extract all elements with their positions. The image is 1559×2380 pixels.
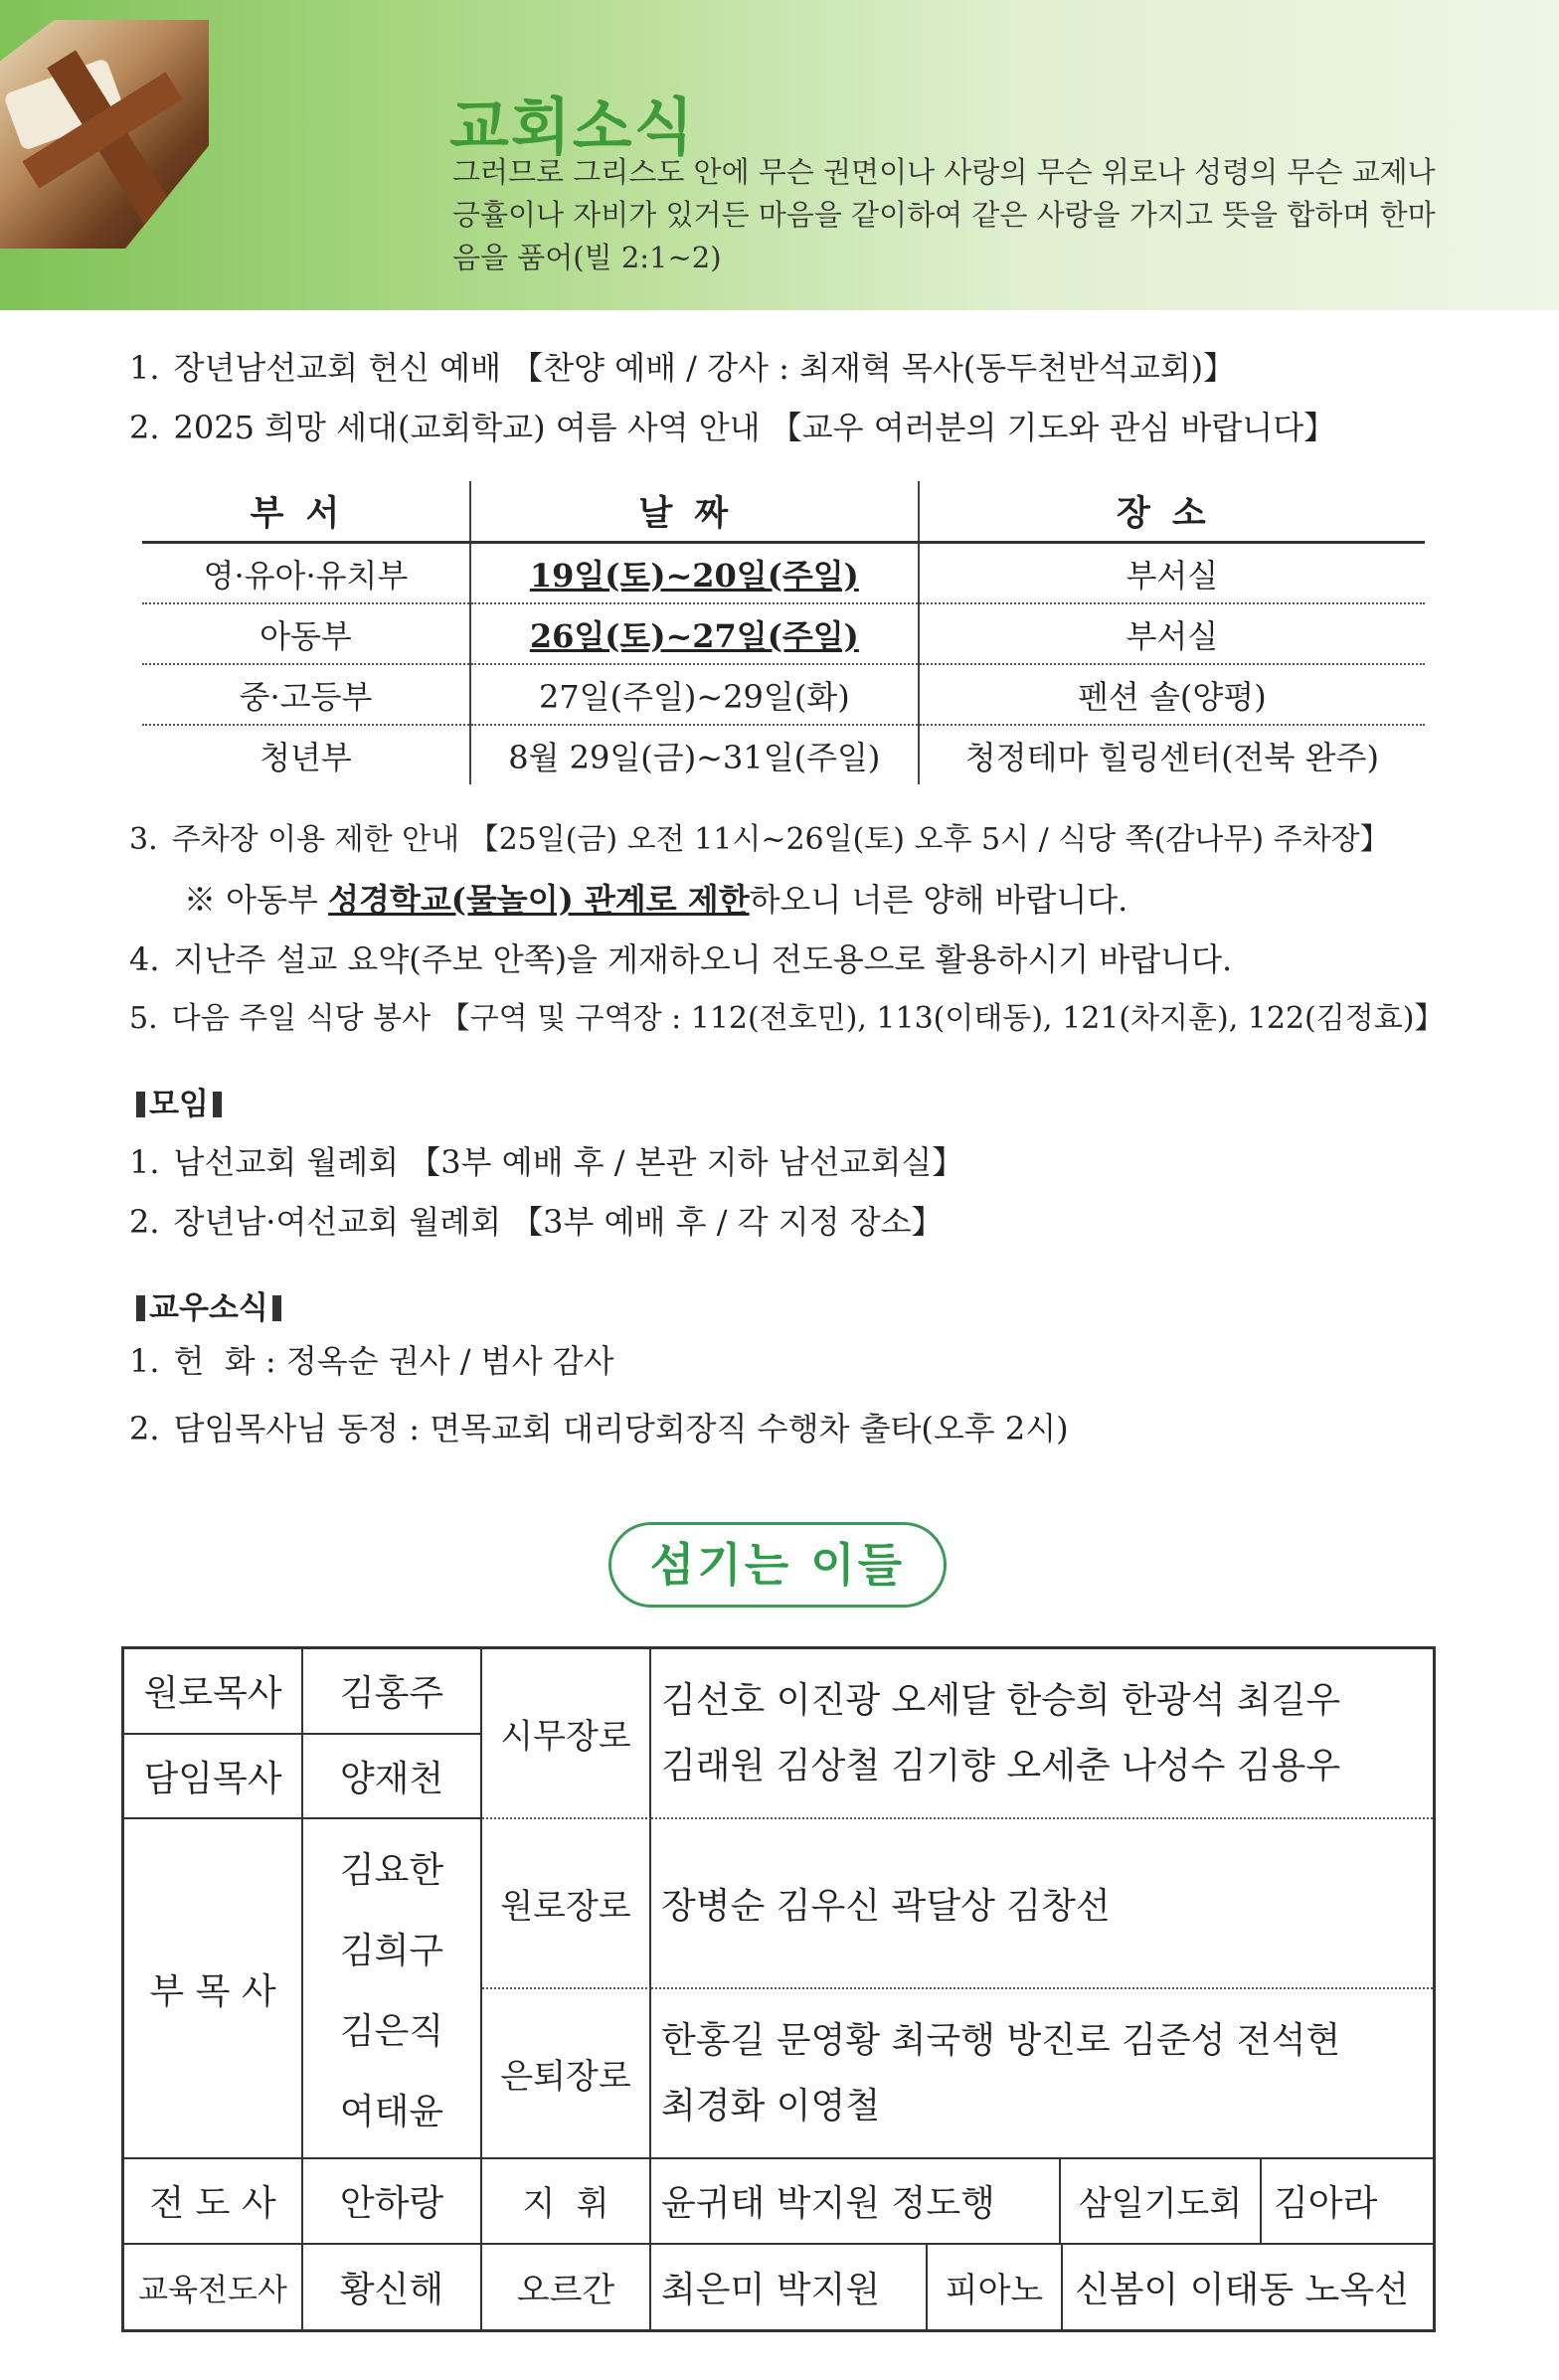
notice-text: 장년남선교회 헌신 예배 【찬양 예배 / 강사 : 최재혁 목사(동두천반석교회)】 [173, 349, 1236, 387]
heading-bar-icon [213, 1092, 222, 1117]
meetings-heading [132, 1079, 226, 1123]
meeting-item [129, 1140, 963, 1184]
member-news-title: 교우소식 [149, 1290, 268, 1326]
names-associate-pastors [303, 1819, 482, 2159]
associate-pastor-name: 김은직 [339, 2011, 444, 2052]
notice-text: 지난주 설교 요약(주보 안쪽)을 게재하오니 전도용으로 활용하시기 바랍니다. [173, 940, 1233, 978]
role-associate-pastors: 부 목 사 [124, 1819, 303, 2159]
notice-number: 5. [129, 1001, 158, 1036]
names-conductor: 윤귀태 박지원 정도행 [651, 2159, 1061, 2243]
member-news-item [129, 1339, 614, 1383]
conductor-row [651, 2159, 1433, 2245]
meeting-text: 장년남·여선교회 월례회 【3부 예배 후 / 각 지정 장소】 [173, 1203, 944, 1241]
notice-item [129, 818, 1390, 862]
associate-pastor-name: 김요한 [339, 1850, 444, 1891]
meeting-text: 남선교회 월례회 【3부 예배 후 / 본관 지하 남선교회실】 [173, 1143, 964, 1181]
place-cell: 부서실 [919, 603, 1425, 664]
summer-ministry-table [142, 481, 1425, 784]
col-header-dept: 부서 [142, 481, 470, 543]
note-suffix: 하오니 너른 양해 바랍니다. [749, 881, 1128, 919]
dept-cell: 영·유아·유치부 [142, 543, 470, 604]
name-evangelist: 안하랑 [303, 2159, 482, 2245]
header-banner [0, 0, 1559, 310]
member-news-item [129, 1407, 1069, 1450]
names-organ: 최은미 박지원 [651, 2245, 928, 2330]
member-news-number: 1. [129, 1342, 160, 1380]
associate-pastor-name: 여태윤 [339, 2092, 444, 2132]
role-education-evangelist: 교육전도사 [124, 2245, 303, 2330]
notice-item [129, 406, 1335, 449]
name-senior-pastor: 양재천 [303, 1735, 482, 1820]
dept-cell: 아동부 [142, 603, 470, 664]
role-wednesday-prayer: 삼일기도회 [1061, 2159, 1262, 2243]
date-cell: 19일(토)~20일(주일) [470, 543, 919, 604]
note-prefix: ※ 아동부 [184, 881, 329, 919]
heading-bar-icon [272, 1295, 281, 1321]
staff-table [121, 1646, 1436, 2332]
associate-pastor-name: 김희구 [339, 1931, 444, 1971]
member-news-heading [132, 1282, 285, 1327]
table-row [142, 603, 1425, 664]
heading-bar-icon [136, 1092, 145, 1117]
table-row [142, 543, 1425, 604]
table-row [142, 664, 1425, 725]
organ-piano-row [651, 2245, 1433, 2330]
dept-cell: 중·고등부 [142, 664, 470, 725]
notice-number: 3. [129, 822, 158, 857]
meeting-number: 2. [129, 1203, 160, 1241]
role-conductor: 지 휘 [482, 2159, 651, 2245]
names-active-elders [651, 1649, 1433, 1819]
col-header-place: 장소 [919, 481, 1425, 543]
note-emphasis: 성경학교(물놀이) 관계로 제한 [328, 881, 750, 919]
names-piano: 신봄이 이태동 노옥선 [1075, 2269, 1409, 2310]
retired-elders-line: 최경화 이영철 [661, 2085, 881, 2126]
name-emeritus-pastor: 김홍주 [303, 1649, 482, 1735]
role-active-elders: 시무장로 [482, 1649, 651, 1819]
role-retired-elders: 은퇴장로 [482, 1989, 651, 2159]
cross-bible-image [0, 20, 209, 249]
member-news-number: 2. [129, 1410, 160, 1447]
notice-item [129, 997, 1444, 1041]
notice-text: 다음 주일 식당 봉사 【구역 및 구역장 : 112(전호민), 113(이태동), 121(차지훈), 122(김정효)】 [171, 1001, 1445, 1036]
active-elders-line: 김선호 이진광 오세달 한승희 한광석 최길우 [661, 1679, 1341, 1721]
table-row [142, 725, 1425, 784]
names-emeritus-elders: 장병순 김우신 곽달상 김창선 [651, 1819, 1433, 1989]
date-cell: 26일(토)~27일(주일) [470, 603, 919, 664]
active-elders-line: 김래원 김상철 김기향 오세춘 나성수 김용우 [661, 1745, 1341, 1786]
notice-item [129, 346, 1235, 390]
place-cell: 부서실 [919, 543, 1425, 604]
role-evangelist: 전 도 사 [124, 2159, 303, 2245]
names-retired-elders [651, 1989, 1433, 2159]
role-emeritus-elders: 원로장로 [482, 1819, 651, 1989]
notice-text: 2025 희망 세대(교회학교) 여름 사역 안내 【교우 여러분의 기도와 관심 바랍니다】 [173, 409, 1336, 446]
dept-cell: 청년부 [260, 738, 352, 776]
place-cell: 청정테마 힐링센터(전북 완주) [919, 725, 1425, 784]
col-header-date: 날짜 [470, 481, 919, 543]
retired-elders-line: 한홍길 문영황 최국행 방진로 김준성 전석현 [661, 2019, 1341, 2061]
meeting-item [129, 1200, 944, 1244]
name-wednesday-prayer: 김아라 [1274, 2183, 1378, 2225]
date-cell: 8월 29일(금)~31일(주일) [470, 725, 919, 784]
parking-note [184, 878, 1127, 922]
notice-text: 주차장 이용 제한 안내 【25일(금) 오전 11시~26일(토) 오후 5시 / 식당 쪽(감나무) 주차장】 [171, 822, 1390, 857]
page-title: 교회소식 [449, 90, 696, 163]
role-piano: 피아노 [928, 2245, 1063, 2330]
notice-number: 4. [129, 940, 160, 978]
place-cell: 펜션 솔(양평) [919, 664, 1425, 725]
table-header-row [142, 481, 1425, 543]
notice-number: 2. [129, 409, 160, 446]
servers-title-badge: 섬기는 이들 [608, 1522, 947, 1608]
member-news-text: 헌 화 : 정옥순 권사 / 범사 감사 [173, 1342, 614, 1380]
heading-bar-icon [136, 1295, 145, 1321]
notice-number: 1. [129, 349, 160, 387]
member-news-text: 담임목사님 동정 : 면목교회 대리당회장직 수행차 출타(오후 2시) [173, 1410, 1069, 1447]
scripture-verse: 그러므로 그리스도 안에 무슨 권면이나 사랑의 무슨 위로나 성령의 무슨 교제나 긍휼이나 자비가 있거든 마음을 같이하여 같은 사랑을 가지고 뜻을 합하며 한마음을 품어(빌 2:1~2) [452, 155, 1436, 274]
notice-item [129, 937, 1232, 981]
date-cell: 27일(주일)~29일(화) [470, 664, 919, 725]
name-education-evangelist: 황신해 [303, 2245, 482, 2330]
role-organ: 오르간 [482, 2245, 651, 2330]
meeting-number: 1. [129, 1143, 160, 1181]
meetings-title: 모임 [149, 1087, 209, 1122]
role-senior-pastor: 담임목사 [124, 1735, 303, 1820]
role-emeritus-pastor: 원로목사 [124, 1649, 303, 1735]
